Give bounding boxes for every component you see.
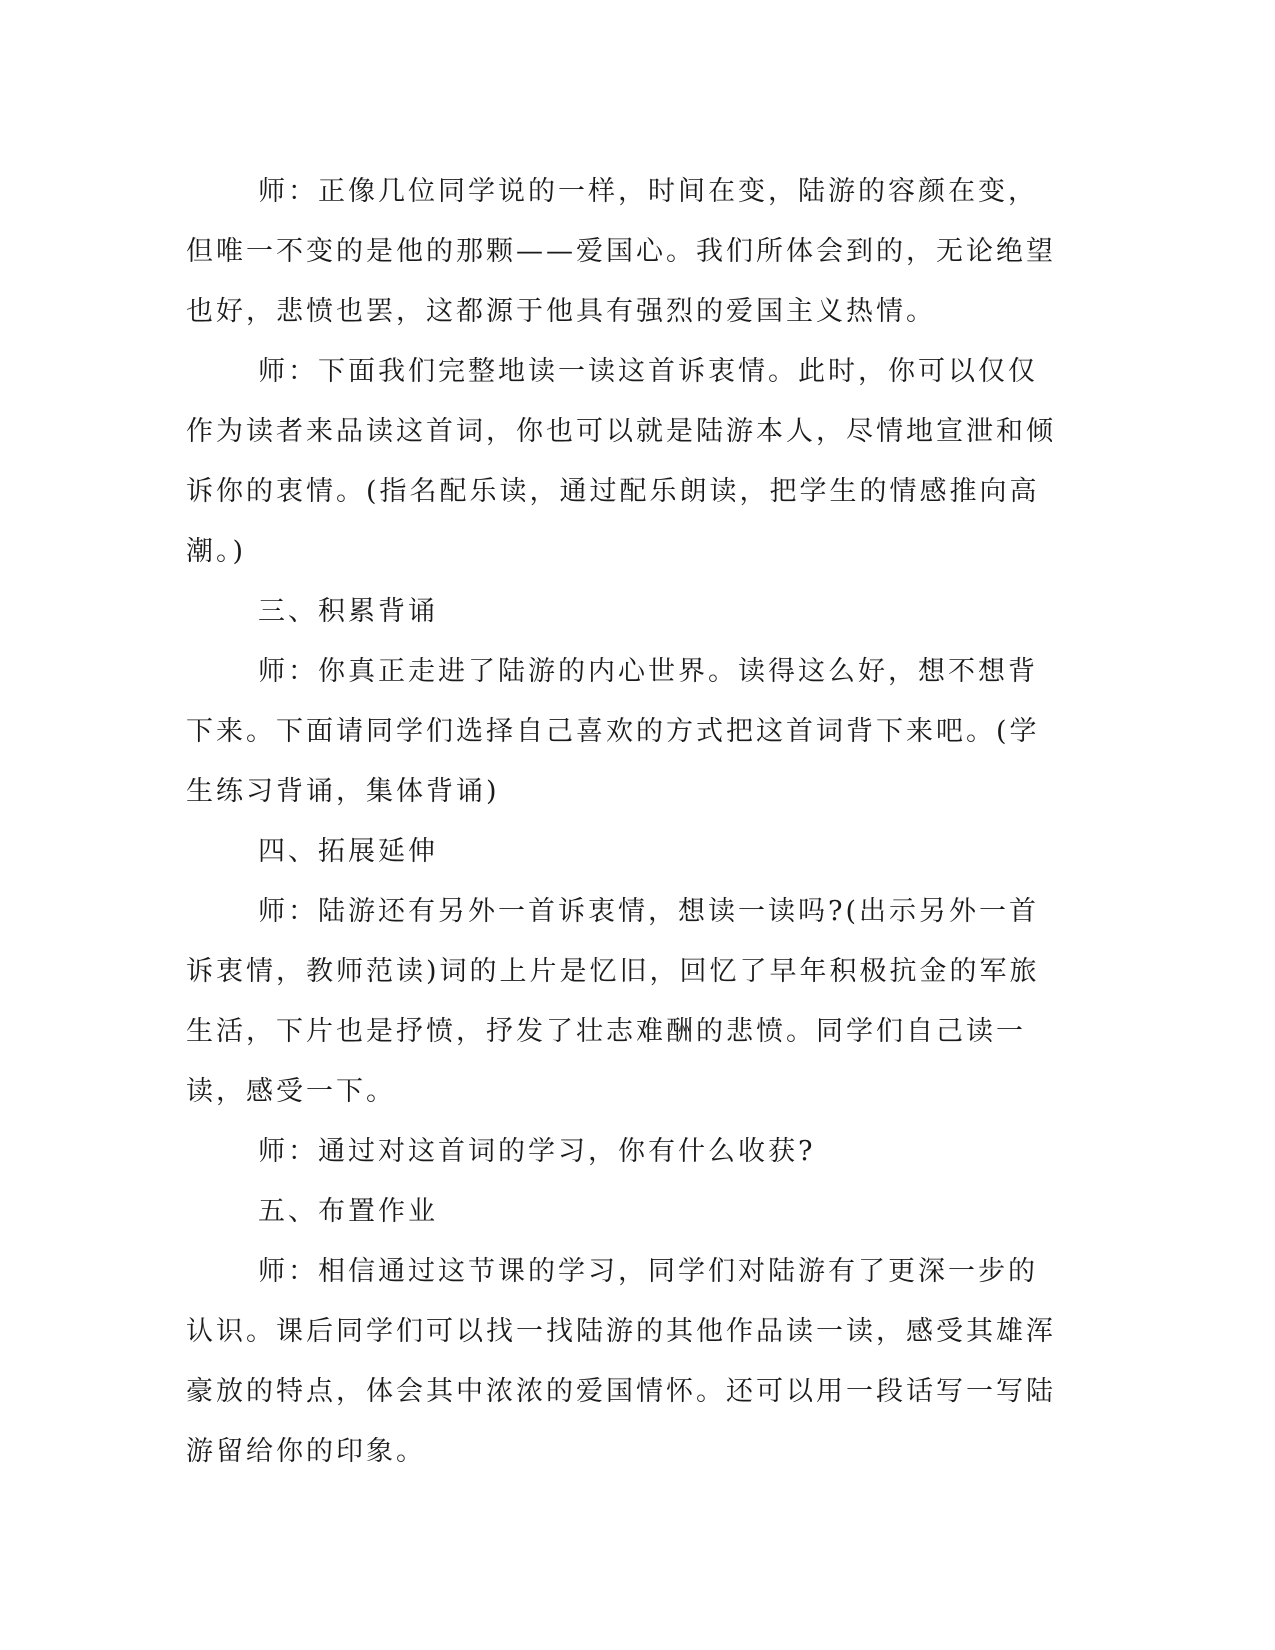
paragraph-reading-instruction: 师：下面我们完整地读一读这首诉衷情。此时，你可以仅仅作为读者来品读这首词，你也可以就是陆游本人，尽情地宣泄和倾诉你的衷情。(指名配乐读，通过配乐朗读，把学生的情感推向高潮。): [186, 356, 1056, 567]
paragraph-teacher-summary: 师：正像几位同学说的一样，时间在变，陆游的容颜在变，但唯一不变的是他的那颗——爱国心。我们所体会到的，无论绝望也好，悲愤也罢，这都源于他具有强烈的爱国主义热情。: [186, 176, 1056, 327]
paragraph-extension: 师：陆游还有另外一首诉衷情，想读一读吗?(出示另外一首诉衷情，教师范读)词的上片是忆旧，回忆了早年积极抗金的军旅生活，下片也是抒愤，抒发了壮志难酬的悲愤。同学们自己读一读，感受一下。: [186, 896, 1040, 1107]
section-heading-memorize: 三、积累背诵: [258, 596, 438, 627]
paragraph-homework: 师：相信通过这节课的学习，同学们对陆游有了更深一步的认识。课后同学们可以找一找陆游的其他作品读一读，感受其雄浑豪放的特点，体会其中浓浓的爱国情怀。还可以用一段话写一写陆游留给你的印象。: [186, 1256, 1056, 1467]
paragraph-harvest-question: 师：通过对这首词的学习，你有什么收获?: [258, 1136, 816, 1167]
section-heading-homework: 五、布置作业: [258, 1196, 438, 1227]
section-heading-extension: 四、拓展延伸: [258, 836, 438, 867]
document-body: [186, 162, 1056, 1482]
paragraph-memorize: 师：你真正走进了陆游的内心世界。读得这么好，想不想背下来。下面请同学们选择自己喜欢的方式把这首词背下来吧。(学生练习背诵，集体背诵): [186, 656, 1040, 807]
